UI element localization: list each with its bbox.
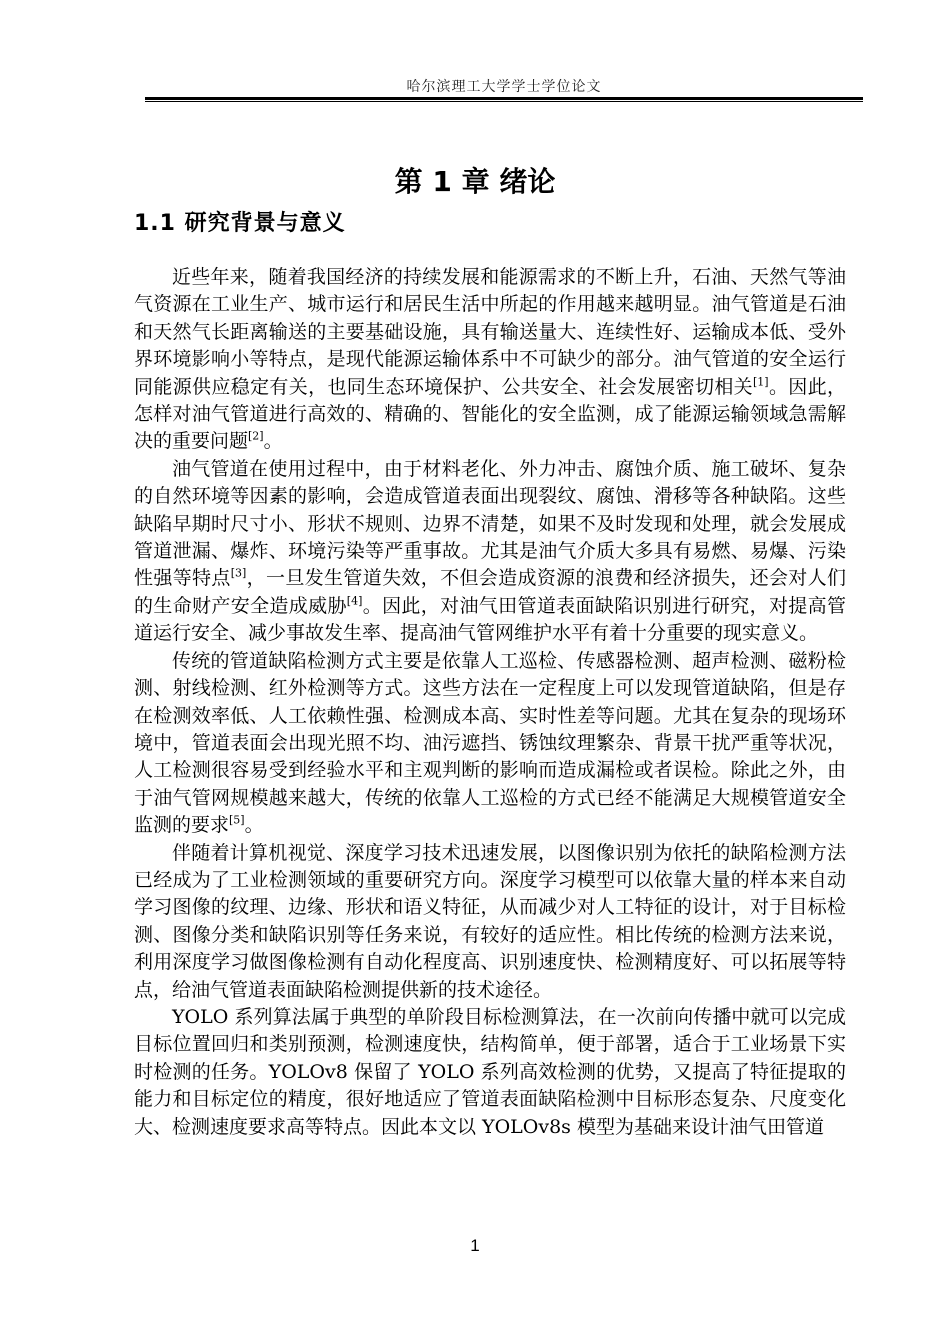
paragraph-text: 伴随着计算机视觉、深度学习技术迅速发展，以图像识别为依托的缺陷检测方法已经成为了工业检测领域的重要研究方向。深度学习模型可以依靠大量的样本来自动学习图像的纹理、边缘、形状和语义特征，从而减少对人工特征的设计，对于目标检测、图像分类和缺陷识别等任务来说，有较好的适应性。相比传统的检测方法来说，利用深度学习做图像检测有自动化程度高、识别速度快、检测精度好、可以拓展等特点，给油气管道表面缺陷检测提供新的技术途径。 xyxy=(134,841,846,1001)
paragraph-text: 。 xyxy=(263,430,283,453)
paragraph-text: 。因此，怎样对油气管道进行高效的、精确的、智能化的安全监测，成了能源运输领域急需解决的重要问题 xyxy=(134,375,846,453)
paragraph-1 xyxy=(134,264,846,456)
paragraph-2 xyxy=(134,456,846,648)
citation: [3] xyxy=(230,567,247,581)
citation: [1] xyxy=(753,375,769,389)
paragraph-text: 。 xyxy=(244,814,264,837)
paragraph-5 xyxy=(134,1004,846,1141)
paragraph-text: YOLO 系列算法属于典型的单阶段目标检测算法，在一次前向传播中就可以完成目标位置回归和类别预测，检测速度快，结构简单，便于部署，适合于工业场景下实时检测的任务。YOLOv8 保留了 YOLO 系列高效检测的优势，又提高了特征提取的能力和目标定位的精度，很好地适应了管道表面缺陷检测中目标形态复杂、尺度变化大、检测速度要求高等特点。因此本文以 YOLOv8s 模型为基础来设计油气田管道 xyxy=(134,1005,846,1138)
paragraph-text: 油气管道在使用过程中，由于材料老化、外力冲击、腐蚀介质、施工破坏、复杂的自然环境等因素的影响，会造成管道表面出现裂纹、腐蚀、滑移等各种缺陷。这些缺陷早期时尺寸小、形状不规则、边界不清楚，如果不及时发现和处理，就会发展成管道泄漏、爆炸、环境污染等严重事故。尤其是油气介质大多具有易燃、易爆、污染性强等特点 xyxy=(134,457,846,590)
citation: [5] xyxy=(229,813,245,827)
paragraph-text: ，一旦发生管道失效，不但会造成资源的浪费和经济损失，还会对人们的生命财产安全造成威胁 xyxy=(134,567,846,617)
paragraph-3 xyxy=(134,648,846,840)
paragraph-text: 近些年来，随着我国经济的持续发展和能源需求的不断上升，石油、天然气等油气资源在工业生产、城市运行和居民生活中所起的作用越来越明显。油气管道是石油和天然气长距离输送的主要基础设施，具有输送量大、连续性好、运输成本低、受外界环境影响小等特点，是现代能源运输体系中不可缺少的部分。油气管道的安全运行同能源供应稳定有关，也同生态环境保护、公共安全、社会发展密切相关 xyxy=(134,266,846,398)
header-rule-thick xyxy=(145,97,863,100)
running-header: 哈尔滨理工大学学士学位论文 xyxy=(406,79,602,95)
section-title: 1.1 研究背景与意义 xyxy=(134,211,346,236)
paragraph-text: 传统的管道缺陷检测方式主要是依靠人工巡检、传感器检测、超声检测、磁粉检测、射线检测、红外检测等方式。这些方法在一定程度上可以发现管道缺陷，但是存在检测效率低、人工依赖性强、检测成本高、实时性差等问题。尤其在复杂的现场环境中，管道表面会出现光照不均、油污遮挡、锈蚀纹理繁杂、背景干扰严重等状况，人工检测很容易受到经验水平和主观判断的影响而造成漏检或者误检。除此之外，由于油气管网规模越来越大，传统的依靠人工巡检的方式已经不能满足大规模管道安全监测的要求 xyxy=(134,649,846,837)
page-number: 1 xyxy=(470,1236,480,1255)
paragraph-text: 。因此，对油气田管道表面缺陷识别进行研究，对提高管道运行安全、减少事故发生率、提高油气管网维护水平有着十分重要的现实意义。 xyxy=(134,594,846,645)
citation: [4] xyxy=(346,594,363,608)
body-text xyxy=(134,264,846,1141)
citation: [2] xyxy=(248,430,264,444)
paragraph-4 xyxy=(134,840,846,1004)
chapter-title: 第 1 章 绪论 xyxy=(394,165,556,198)
header-rule-thin xyxy=(145,101,863,102)
